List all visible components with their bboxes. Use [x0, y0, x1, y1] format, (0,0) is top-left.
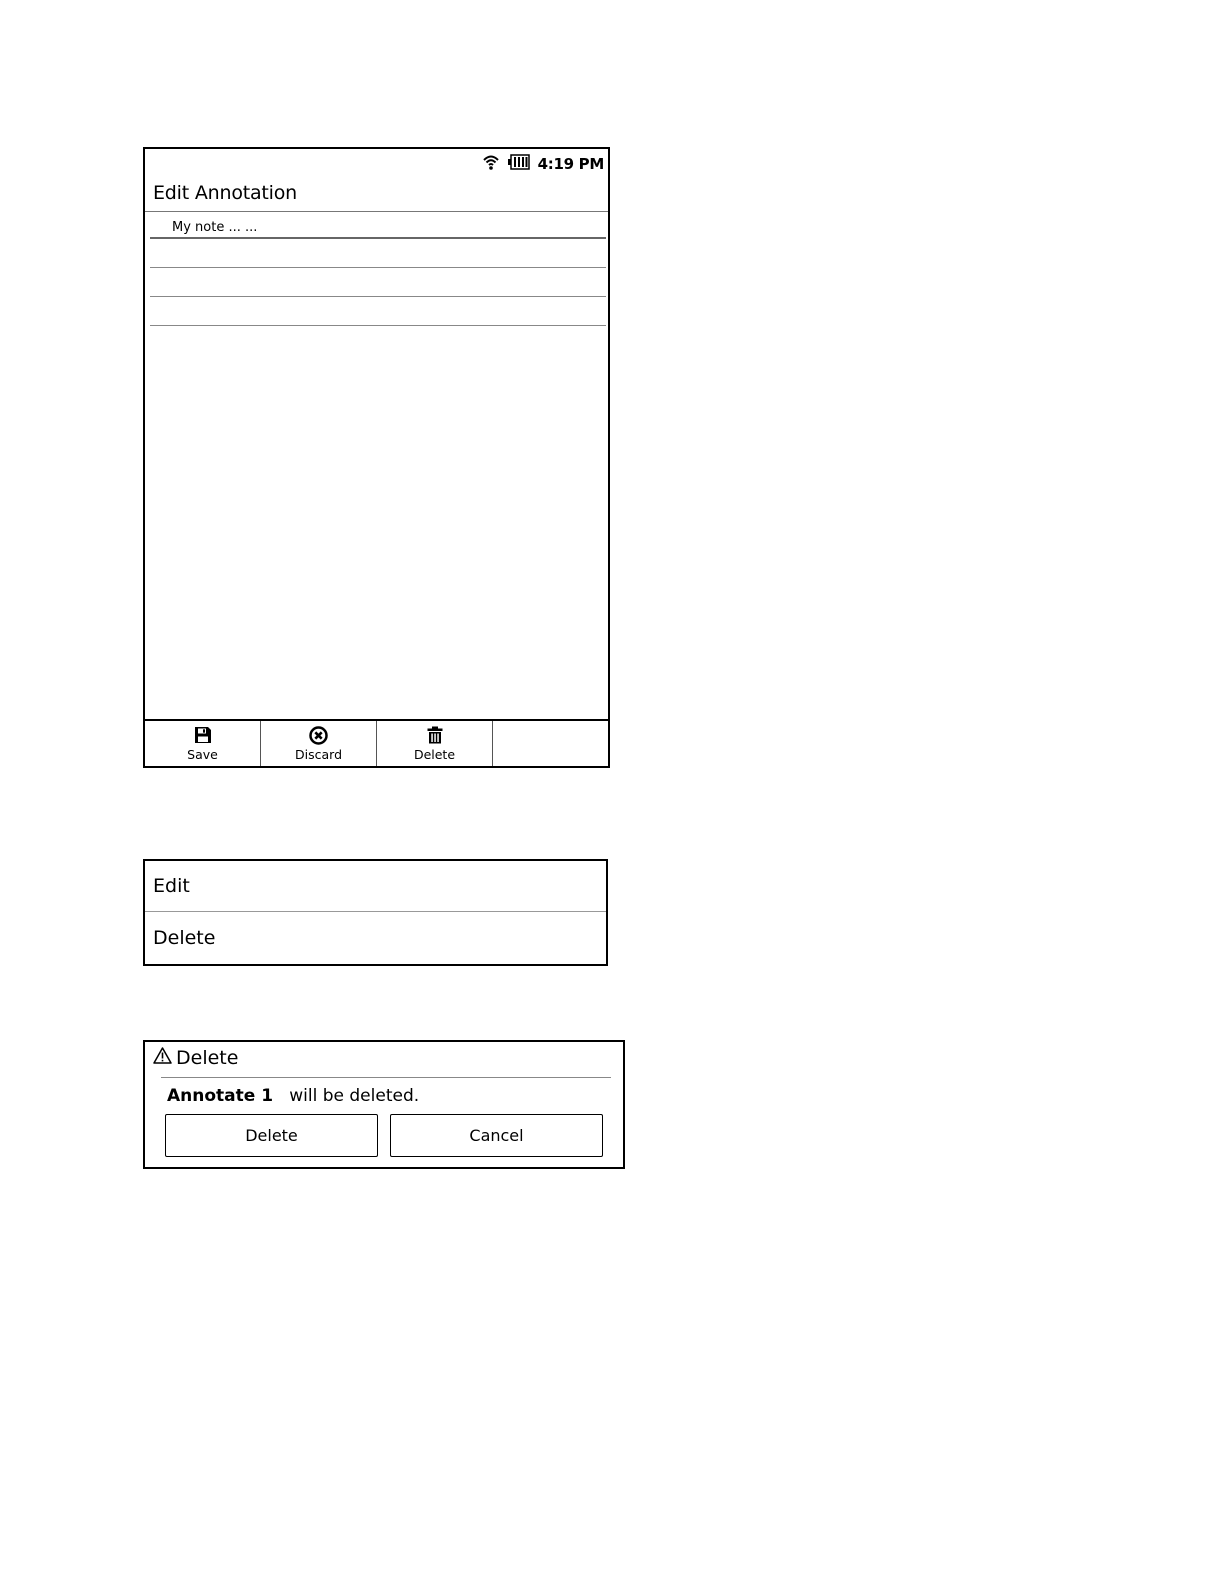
edit-annotation-screen — [143, 147, 610, 768]
warning-icon — [153, 1047, 172, 1069]
page-title: Edit Annotation — [153, 182, 298, 204]
note-editor[interactable] — [150, 212, 606, 326]
cancel-button[interactable]: Cancel — [390, 1114, 603, 1157]
toolbar-empty-slot — [493, 721, 608, 766]
delete-label: Delete — [413, 747, 456, 762]
discard-label: Discard — [295, 747, 342, 762]
context-menu — [143, 859, 608, 966]
note-text: My note ... ... — [172, 220, 258, 235]
annotation-name: Annotate 1 — [167, 1086, 274, 1106]
save-button[interactable] — [145, 721, 261, 766]
dialog-title: Delete — [176, 1047, 239, 1069]
dialog-buttons — [165, 1114, 603, 1157]
delete-button[interactable] — [377, 721, 493, 766]
delete-dialog — [143, 1040, 625, 1169]
save-label: Save — [187, 747, 218, 762]
dialog-message-rest: will be deleted. — [273, 1086, 420, 1106]
battery-icon — [508, 154, 530, 174]
note-line[interactable] — [150, 297, 606, 326]
trash-icon — [427, 725, 443, 745]
dialog-divider — [161, 1077, 611, 1078]
discard-button[interactable] — [261, 721, 377, 766]
status-time: 4:19 PM — [537, 155, 604, 173]
wifi-icon — [482, 153, 500, 175]
note-line[interactable] — [150, 239, 606, 268]
note-line[interactable] — [150, 268, 606, 297]
status-bar — [482, 149, 608, 179]
dialog-header — [153, 1047, 238, 1069]
confirm-delete-button[interactable]: Delete — [165, 1114, 378, 1157]
save-icon — [194, 725, 212, 745]
note-line[interactable] — [150, 212, 606, 239]
dialog-message — [167, 1086, 419, 1106]
bottom-toolbar — [145, 719, 608, 766]
discard-icon — [309, 725, 328, 745]
menu-item-delete[interactable]: Delete — [153, 926, 216, 949]
menu-item-edit[interactable]: Edit — [145, 861, 606, 912]
